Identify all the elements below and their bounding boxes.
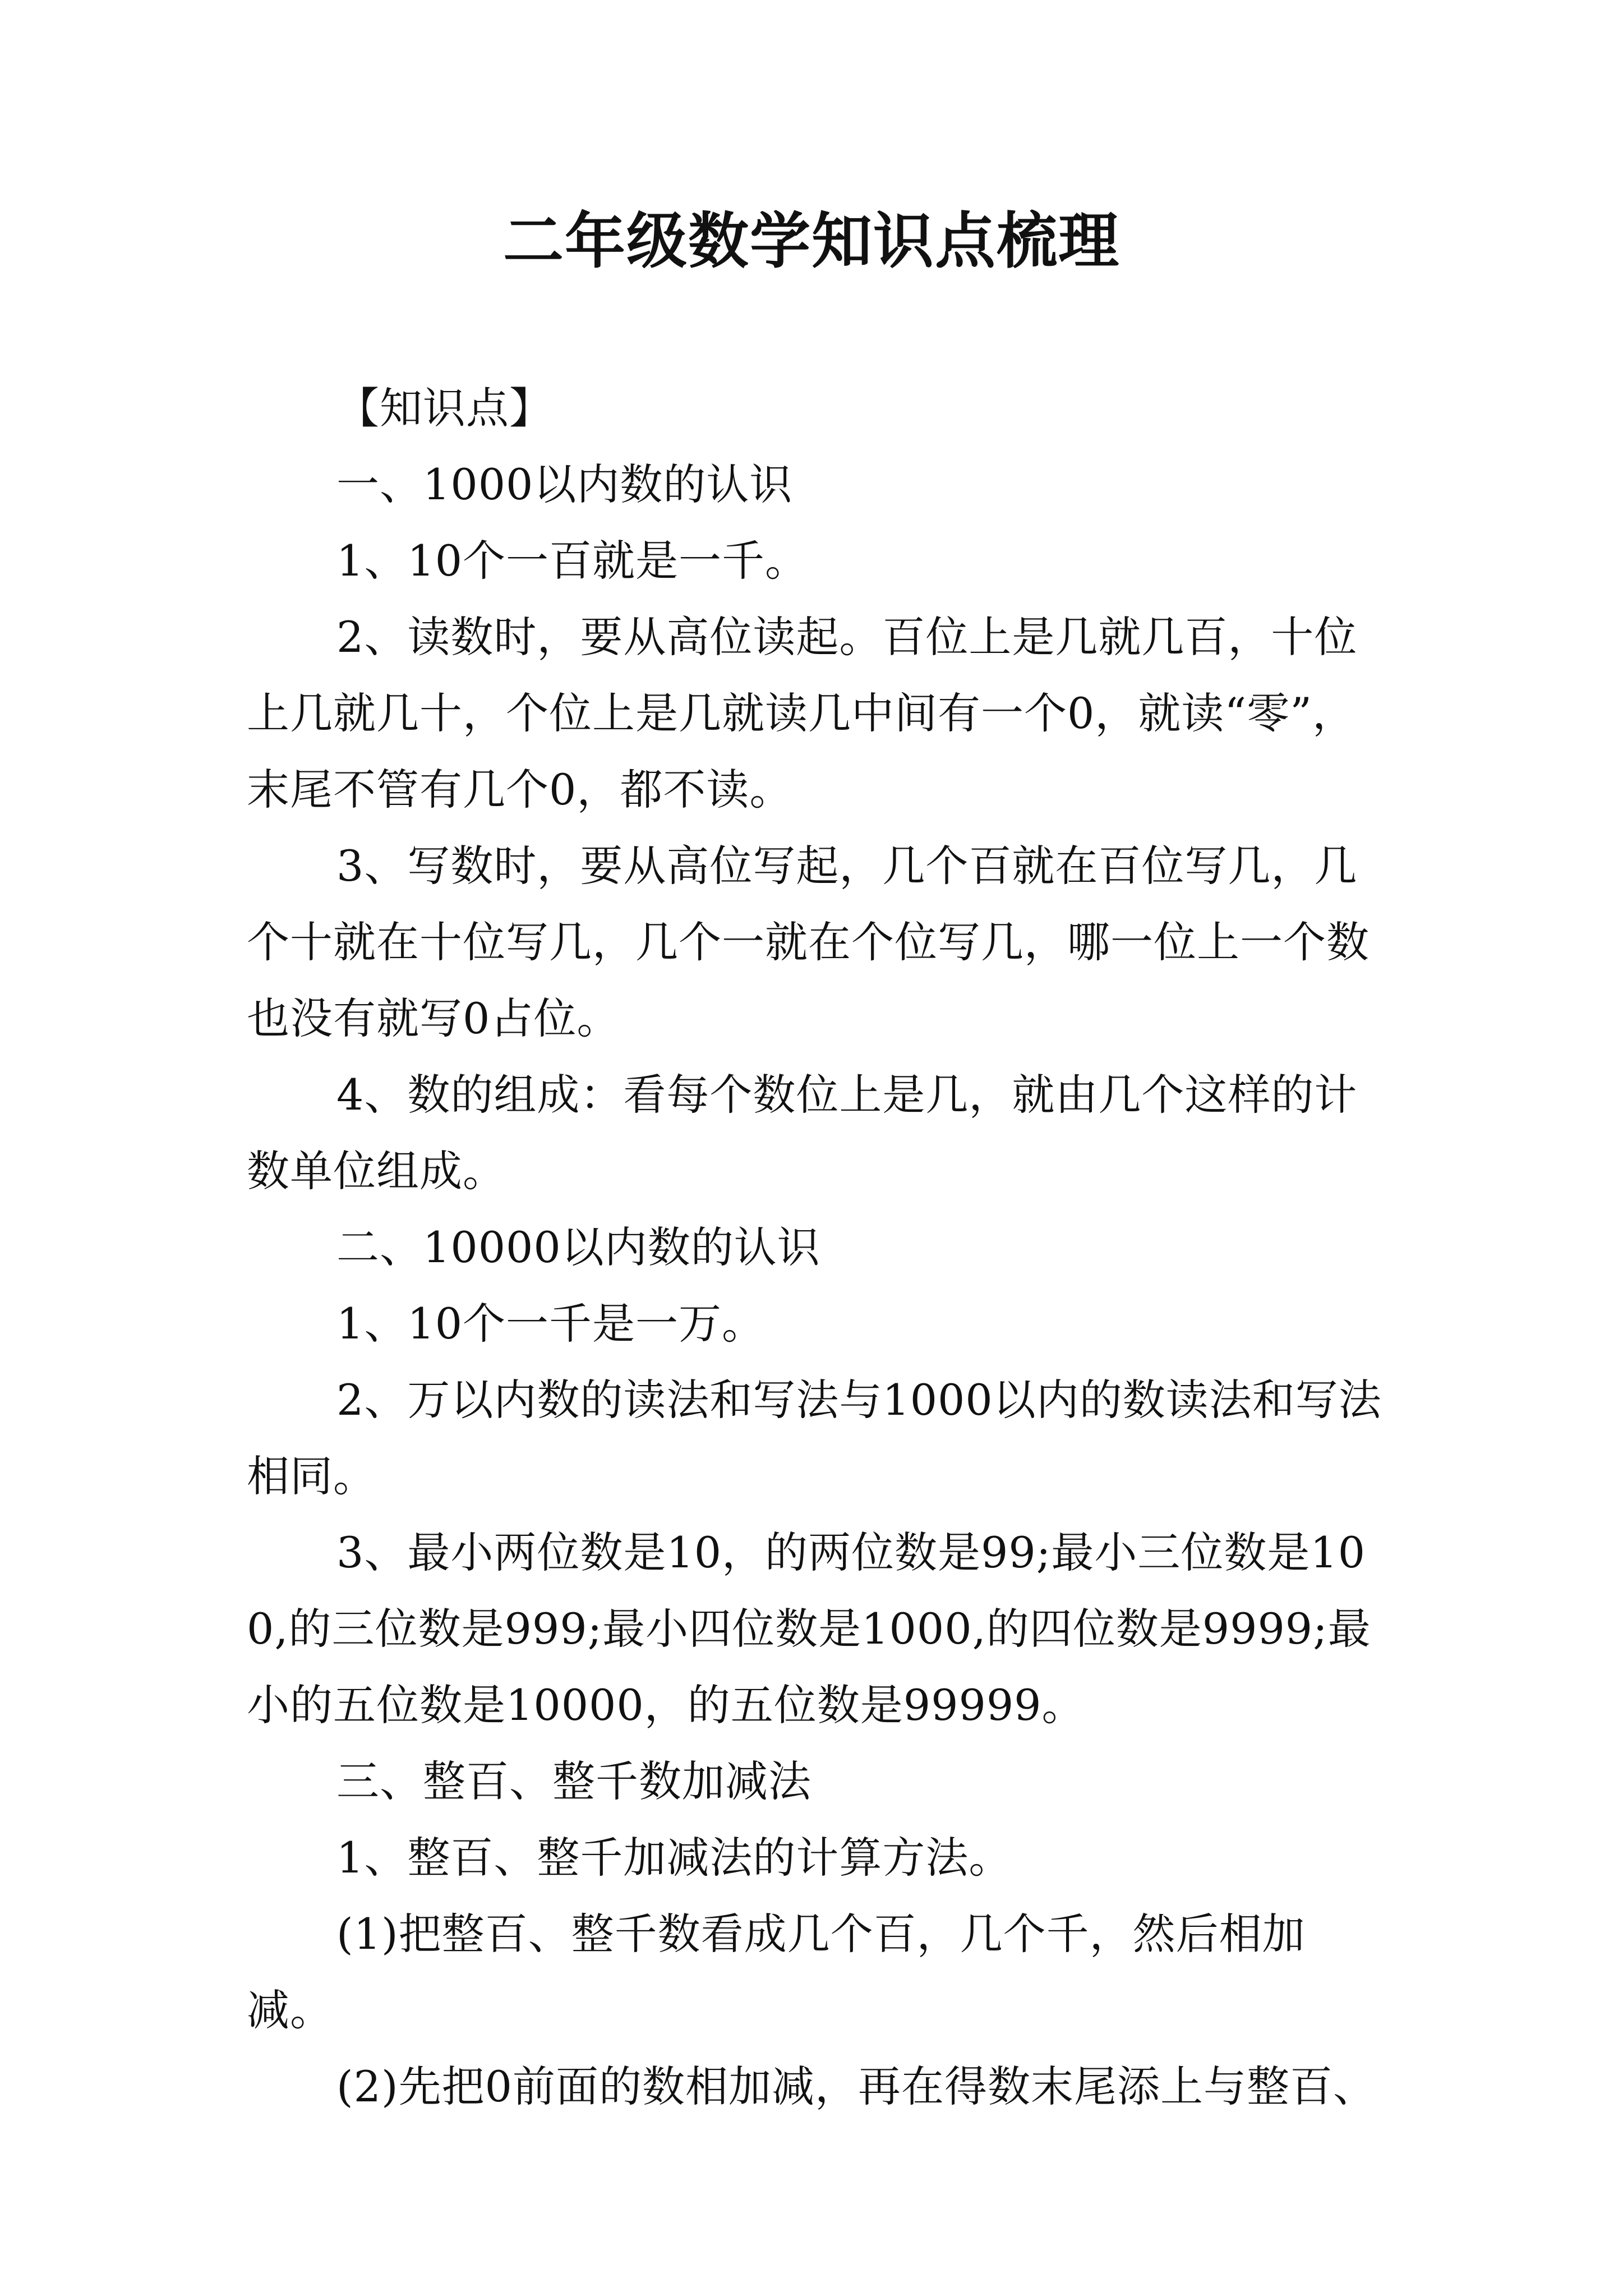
paragraph-1-1: 1、10个一百就是一千。 [336, 536, 809, 586]
paragraph-2-2: 2、万以内数的读法和写法与1000以内的数读法和写法相同。 [247, 1375, 1382, 1501]
section-heading-1: 一、1000以内数的认识 [336, 459, 793, 509]
paragraph-2-3: 3、最小两位数是10，的两位数是99;最小三位数是100,的三位数是999;最小四位数是1000,的四位数是9999;最小的五位数是10000，的五位数是99999。 [247, 1527, 1371, 1730]
paragraph-1-4: 4、数的组成：看每个数位上是几，就由几个这样的计数单位组成。 [247, 1070, 1358, 1196]
paragraph-2-1: 1、10个一千是一万。 [336, 1299, 766, 1349]
paragraph-1-2: 2、读数时，要从高位读起。百位上是几就几百，十位上几就几十，个位上是几就读几中间有一个0，就读“零”，末尾不管有几个0，都不读。 [247, 612, 1358, 815]
paragraph-3-1-2: (2)先把0前面的数相加减，再在得数末尾添上与整百、 [336, 2062, 1377, 2111]
paragraph-3-1: 1、整百、整千加减法的计算方法。 [336, 1833, 1012, 1883]
document-body [247, 370, 1391, 2125]
paragraph-1-3: 3、写数时，要从高位写起，几个百就在百位写几，几个十就在十位写几，几个一就在个位写几，哪一位上一个数也没有就写0占位。 [247, 841, 1370, 1043]
section-heading-3: 三、整百、整千数加减法 [336, 1756, 811, 1806]
section-heading-2: 二、10000以内数的认识 [336, 1222, 820, 1272]
document-title: 二年级数学知识点梳理 [502, 206, 1120, 277]
section-label-knowledge-points: 【知识点】 [336, 383, 552, 433]
paragraph-3-1-1: (1)把整百、整千数看成几个百，几个千，然后相加减。 [247, 1909, 1306, 2035]
